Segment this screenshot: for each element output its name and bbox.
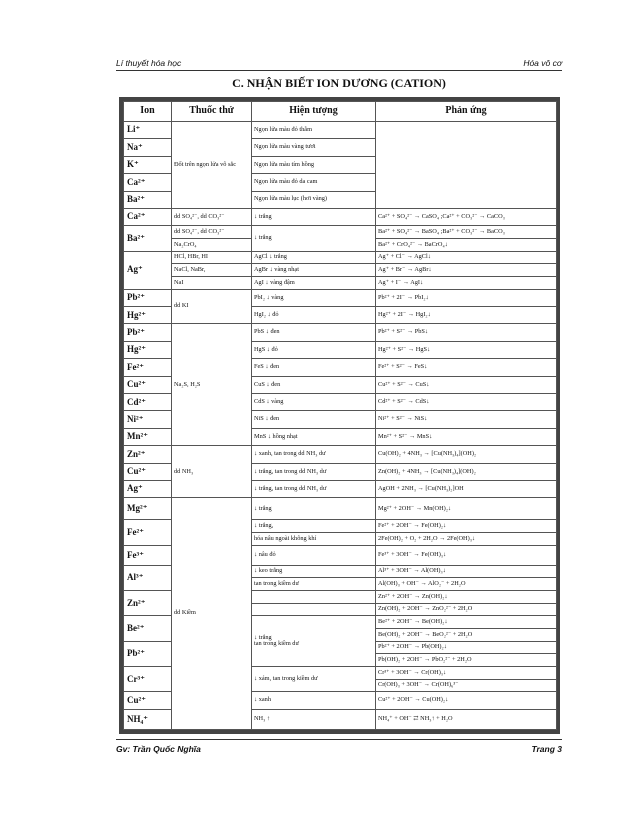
reaction-cell: Pb²⁺ + 2OH⁻ → Pb(OH)₂↓ [376,641,557,654]
phenomenon-cell: ↓ nâu đỏ [252,545,376,565]
reaction-cell: Fe²⁺ + S²⁻ → FeS↓ [376,359,557,376]
ion-cell: Ni²⁺ [124,411,172,428]
reaction-cell: Pb²⁺ + 2I⁻ → PbI₂↓ [376,289,557,306]
reaction-cell: Cr(OH)₃ + 3OH⁻ → Cr(OH)₆³⁻ [376,679,557,692]
phenomenon-cell: CuS ↓ đen [252,376,376,393]
ion-cell: Cu²⁺ [124,376,172,393]
col-reagent: Thuốc thử [172,102,252,122]
footer-author: Gv: Trần Quốc Nghĩa [116,744,201,754]
ion-cell: Ba²⁺ [124,191,172,208]
reaction-cell: Hg²⁺ + 2I⁻ → HgI₂↓ [376,307,557,324]
cation-table [123,101,557,730]
reaction-cell: Ba²⁺ + CrO₄²⁻ → BaCrO₄↓ [376,239,557,252]
ion-cell: Zn²⁺ [124,591,172,616]
phenomenon-cell: Ngọn lửa màu tím hồng [252,156,376,173]
phenomenon-cell: ↓ trắng [252,498,376,520]
table-row [124,289,557,306]
reaction-cell: Al³⁺ + 3OH⁻ → Al(OH)₃↓ [376,565,557,578]
ion-cell: Mg²⁺ [124,498,172,520]
ion-cell: Cr³⁺ [124,667,172,692]
phenomenon-cell: Ngọn lửa màu lục (hơi vàng) [252,191,376,208]
phenomenon-cell: NH₃ ↑ [252,710,376,730]
phenomenon-cell: ↓ trắng, tan trong dd NH₃ dư [252,463,376,480]
phenomenon-cell: CdS ↓ vàng [252,394,376,411]
ion-cell: NH₄⁺ [124,710,172,730]
reaction-cell: Pb²⁺ + S²⁻ → PbS↓ [376,324,557,341]
reaction-cell: Ba²⁺ + SO₄²⁻ → BaSO₄ ;Ba²⁺ + CO₃²⁻ → BaCO₃ [376,226,557,239]
page-number: Trang 3 [531,744,562,754]
reagent-cell: dd KI [172,289,252,324]
reagent-cell: dd SO₄²⁻, dd CO₃²⁻ [172,226,252,239]
ion-cell: Pb²⁺ [124,641,172,666]
reaction-cell: Fe³⁺ + 3OH⁻ → Fe(OH)₃↓ [376,545,557,565]
phenomenon-cell: Ngọn lửa màu đỏ da cam [252,174,376,191]
phenomenon-cell: ↓ trắng, [252,520,376,533]
phenomenon-cell: HgI₂ ↓ đỏ [252,307,376,324]
reaction-cell: Ca²⁺ + SO₄²⁻ → CaSO₄ ;Ca²⁺ + CO₃²⁻ → CaCO₃ [376,208,557,225]
reaction-cell: Be²⁺ + 2OH⁻ → Be(OH)₂↓ [376,616,557,629]
ion-cell: Ag⁺ [124,251,172,289]
ion-cell: Pb²⁺ [124,289,172,306]
header-right: Hóa vô cơ [523,58,562,68]
reaction-cell: Ag⁺ + Cl⁻ → AgCl↓ [376,251,557,264]
reaction-cell: AgOH + 2NH₃ → [Cu(NH₃)₂]OH [376,481,557,498]
phenomenon-line: ↓ trắng [254,633,272,641]
col-reaction: Phản ứng [376,102,557,122]
footer-divider [116,739,562,740]
table-row [124,122,557,139]
phenomenon-line: tan trong kiềm dư [254,640,299,648]
phenomenon-cell: hóa nâu ngoài không khí [252,533,376,546]
ion-cell: Fe²⁺ [124,520,172,545]
page-title: C. NHẬN BIẾT ION DƯƠNG (CATION) [232,76,446,90]
table-row [124,208,557,225]
ion-cell: Mn²⁺ [124,428,172,445]
phenomenon-cell: AgBr ↓ vàng nhạt [252,264,376,277]
reagent-cell: Na₂CrO₄ [172,239,252,252]
reaction-cell: Ni²⁺ + S²⁻ → NiS↓ [376,411,557,428]
phenomenon-cell: ↓ keo trắng [252,565,376,578]
ion-cell: K⁺ [124,156,172,173]
phenomenon-cell: AgI ↓ vàng đậm [252,277,376,290]
reaction-cell: 2Fe(OH)₂ + O₂ + 2H₂O → 2Fe(OH)₃↓ [376,533,557,546]
phenomenon-cell [252,616,376,667]
reaction-cell: Al(OH)₃ + OH⁻ → AlO₂⁻ + 2H₂O [376,578,557,591]
phenomenon-cell: AgCl ↓ trắng [252,251,376,264]
ion-cell: Li⁺ [124,122,172,139]
ion-cell: Na⁺ [124,139,172,156]
reagent-cell: HCl, HBr, HI [172,251,252,264]
reaction-cell: Zn(OH)₂ + 2OH⁻ → ZnO₂²⁻ + 2H₂O [376,603,557,616]
phenomenon-cell [252,591,376,604]
ion-cell: Ca²⁺ [124,174,172,191]
table-header-row [124,102,557,122]
reaction-cell: Cr³⁺ + 3OH⁻ → Cr(OH)₃↓ [376,667,557,680]
ion-cell: Cu²⁺ [124,692,172,710]
reaction-cell: Zn²⁺ + 2OH⁻ → Zn(OH)₂↓ [376,591,557,604]
reagent-cell: Đốt trên ngọn lửa vô sắc [172,122,252,209]
reaction-cell: Cu²⁺ + S²⁻ → CuS↓ [376,376,557,393]
page-footer [116,744,562,758]
table-row [124,226,557,239]
phenomenon-cell: ↓ xanh, tan trong dd NH₃ dư [252,446,376,463]
ion-cell: Ba²⁺ [124,226,172,251]
reaction-cell: Ag⁺ + Br⁻ → AgBr↓ [376,264,557,277]
header-divider [116,70,562,71]
reaction-cell: Fe²⁺ + 2OH⁻ → Fe(OH)₂↓ [376,520,557,533]
table-row [124,446,557,463]
ion-cell: Al³⁺ [124,565,172,590]
reaction-cell: Pb(OH)₂ + 2OH⁻ → PbO₂²⁻ + 2H₂O [376,654,557,667]
reaction-cell: Ag⁺ + I⁻ → AgI↓ [376,277,557,290]
table-row [124,498,557,520]
phenomenon-cell: PbI₂ ↓ vàng [252,289,376,306]
phenomenon-cell: MnS ↓ hồng nhạt [252,428,376,445]
table-row [124,264,557,277]
ion-cell: Fe²⁺ [124,359,172,376]
col-phenomenon: Hiện tượng [252,102,376,122]
phenomenon-cell: Ngọn lửa màu vàng tươi [252,139,376,156]
reaction-cell: Cd²⁺ + S²⁻ → CdS↓ [376,394,557,411]
header-left: Lí thuyết hóa học [116,58,182,68]
reagent-cell: Na₂S, H₂S [172,324,252,446]
phenomenon-cell: PbS ↓ đen [252,324,376,341]
phenomenon-cell: Ngọn lửa màu đỏ thẫm [252,122,376,139]
reaction-cell: Zn(OH)₂ + 4NH₃ → [Cu(NH₃)₄](OH)₂ [376,463,557,480]
phenomenon-cell: HgS ↓ đỏ [252,341,376,358]
table-row [124,324,557,341]
reaction-cell: Be(OH)₂ + 2OH⁻ → BeO₂²⁻ + 2H₂O [376,629,557,642]
phenomenon-cell: ↓ trắng [252,208,376,225]
reagent-cell: dd Kiềm [172,498,252,730]
reaction-cell: NH₄⁺ + OH⁻ ⇄ NH₃↑ + H₂O [376,710,557,730]
phenomenon-cell: tan trong kiềm dư [252,578,376,591]
ion-cell: Ca²⁺ [124,208,172,225]
reaction-cell: Cu(OH)₂ + 4NH₃ → [Cu(NH₃)₄](OH)₂ [376,446,557,463]
ion-cell: Ag⁺ [124,481,172,498]
ion-cell: Fe³⁺ [124,545,172,565]
reagent-cell: dd SO₄²⁻, dd CO₃²⁻ [172,208,252,225]
ion-cell: Hg²⁺ [124,307,172,324]
phenomenon-cell: NiS ↓ đen [252,411,376,428]
ion-cell: Be²⁺ [124,616,172,641]
reaction-cell [376,122,557,209]
ion-cell: Zn²⁺ [124,446,172,463]
reagent-cell: NaI [172,277,252,290]
phenomenon-cell: ↓ xanh [252,692,376,710]
ion-cell: Cu²⁺ [124,463,172,480]
phenomenon-cell: ↓ xám, tan trong kiềm dư [252,667,376,692]
reagent-cell: dd NH₃ [172,446,252,498]
phenomenon-cell: ↓ trắng, tan trong dd NH₃ dư [252,481,376,498]
reaction-cell: Cu²⁺ + 2OH⁻ → Cu(OH)₂↓ [376,692,557,710]
col-ion: Ion [124,102,172,122]
phenomenon-cell: FeS ↓ đen [252,359,376,376]
reagent-cell: NaCl, NaBr, [172,264,252,277]
ion-cell: Pb²⁺ [124,324,172,341]
reaction-cell: Hg²⁺ + S²⁻ → HgS↓ [376,341,557,358]
table-row [124,251,557,264]
reaction-cell: Mg²⁺ + 2OH⁻ → Mn(OH)₂↓ [376,498,557,520]
table-row [124,277,557,290]
reaction-cell: Mn²⁺ + S²⁻ → MnS↓ [376,428,557,445]
phenomenon-cell: ↓ trắng [252,226,376,251]
ion-cell: Cd²⁺ [124,394,172,411]
ion-cell: Hg²⁺ [124,341,172,358]
phenomenon-cell [252,603,376,616]
